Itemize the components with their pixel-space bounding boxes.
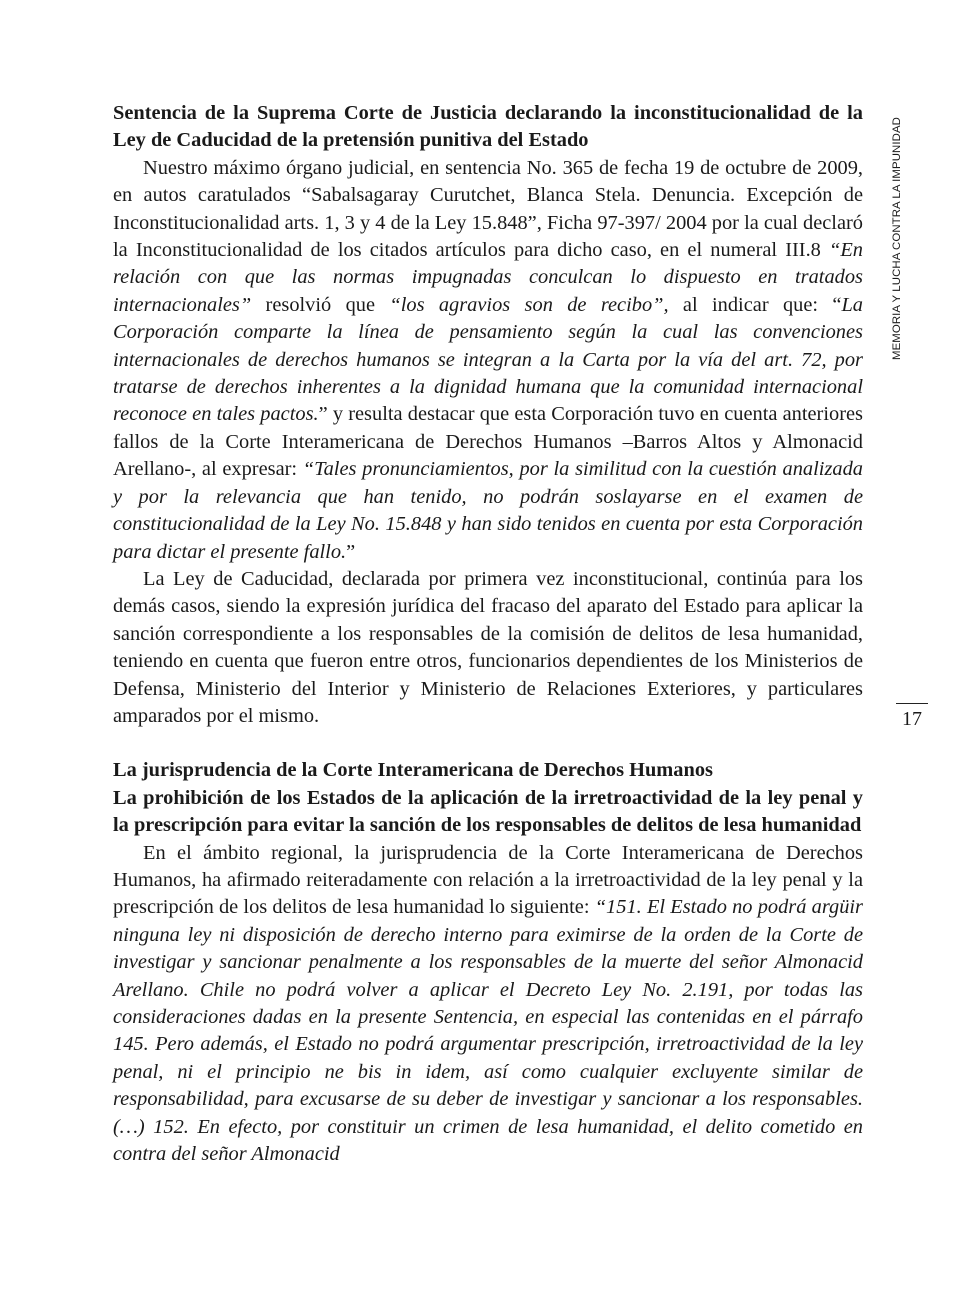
section-heading: Sentencia de la Suprema Corte de Justicia declarando la inconstitucionalidad de la Ley de Caducidad de la pretensión punitiva del Estado [113, 102, 863, 152]
text-run: resolvió que [251, 293, 390, 316]
section-heading: La jurisprudencia de la Corte Interamericana de Derechos Humanos [113, 759, 713, 782]
text-run: ” y resulta destacar que esta Corporación tuvo en cuenta anteriores fallos de la Corte Interamericana de Derechos Humanos –Barros Altos y Almonacid Arellano-, al expresar: [113, 403, 863, 481]
text-run: al indicar que: “ [668, 293, 842, 316]
quote-text: “En relación con que las normas impugnadas conculcan lo dispuesto en tratados internacionales” [113, 239, 863, 316]
quote-text: “los agravios son de recibo”, [389, 293, 669, 316]
paragraph-ley-caducidad: La Ley de Caducidad, declarada por primera vez inconstitucional, continúa para los demás casos, siendo la expresión jurídica del fracaso del aparato del Estado para aplicar la sanción correspondiente a los responsables de la comisión de delitos de lesa humanidad, teniendo en cuenta que fueron entre otros, funcionarios dependientes de los Ministerios de Defensa, Ministerio del Interior y Ministerio de Relaciones Exteriores, y particulares amparados por el mismo. [113, 567, 863, 727]
paragraph-supreme-court-ruling [113, 155, 863, 566]
section-spacer [113, 730, 863, 757]
page-number-rule [896, 703, 928, 704]
quote-text: La Corporación comparte la línea de pensamiento según la cual las convenciones internacionales de derechos humanos se integran a la Carta por la vía del art. 72, por tratarse de derechos inherentes a la dignidad humana que la comunidad internacional reconoce en tales pactos. [113, 293, 863, 426]
text-run: ” [346, 540, 356, 563]
text-run: Nuestro máximo órgano judicial, en sentencia No. 365 de fecha 19 de octubre de 2009, en autos caratulados “Sabalsagaray Curutchet, Blanca Stela. Denuncia. Excepción de Inconstitucionalidad arts. 1, 3 y 4 de la Ley 15.848”, Ficha 97-397/ 2004 por la cual declaró la Inconstitucionalidad de los citados artículos para dicho caso, en el numeral III.8 [113, 156, 863, 262]
text-run: En el ámbito regional, la jurisprudencia de la Corte Interamericana de Derechos Humanos, ha afirmado reiteradamente con relación a la irretroactividad de la ley penal y la prescripción de los delitos de lesa humanidad lo siguiente: [113, 841, 863, 919]
page-number: 17 [902, 708, 922, 730]
section-subheading: La prohibición de los Estados de la aplicación de la irretroactividad de la ley penal y la prescripción para evitar la sanción de los responsables de delitos de lesa humanidad [113, 786, 863, 837]
paragraph-corte-interamericana [113, 840, 863, 1169]
quote-text: “151. El Estado no podrá argüir ninguna ley ni disposición de derecho interno para eximirse de la orden de la Corte de investigar y sancionar penalmente a los responsables de la muerte del señor Almonacid Arellano. Chile no podrá volver a aplicar el Decreto Ley No. 2.191, por todas las consideraciones dadas en la presente Sentencia, en especial las contenidas en el párrafo 145. Pero además, el Estado no podrá argumentar prescripción, irretroactividad de la ley penal, ni el principio ne bis in idem, así como cualquier excluyente similar de responsabilidad, para excusarse de su deber de investigar y sancionar a los responsables. (…) 152. En efecto, por constituir un crimen de lesa humanidad, el delito cometido en contra del señor Almonacid [113, 896, 863, 1166]
running-header: MEMORIA Y LUCHA CONTRA LA IMPUNIDAD [891, 117, 903, 360]
page-body [113, 100, 863, 1168]
quote-text: “Tales pronunciamientos, por la similitud con la cuestión analizada y por la relevancia que han tenido, no podrán soslayarse en el examen de constitucionalidad de la Ley No. 15.848 y han sido tenidos en cuenta por esta Corporación para dictar el presente fallo. [113, 458, 863, 563]
